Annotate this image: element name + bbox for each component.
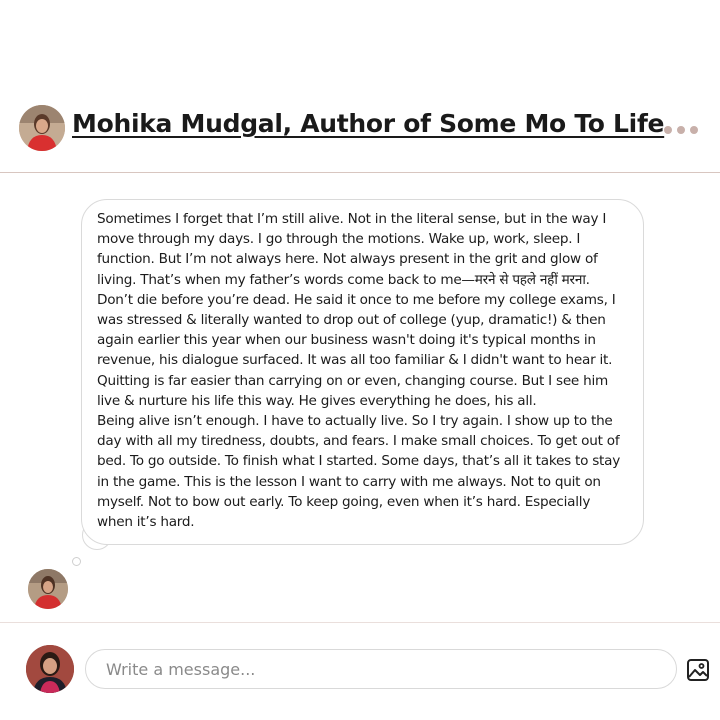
sender-avatar[interactable] <box>28 569 68 609</box>
chat-header <box>0 95 720 171</box>
composer-divider <box>0 622 720 623</box>
conversation-title[interactable]: Mohika Mudgal, Author of Some Mo To Life <box>72 109 665 138</box>
attach-image-button[interactable] <box>686 658 710 682</box>
user-avatar[interactable] <box>26 645 74 693</box>
message-text: Sometimes I forget that I’m still alive. Not in the literal sense, but in the way I move through my days. I go through the motions. Wake up, work, sleep. I function. But I’m not always here. Not always present in the grit and glow of living. That’s when my father’s words come back to me—मरने से पहले नहीं मरना. Don’t die before you’re dead. He said it once to me before my college exams, I was stressed & literally wanted to drop out of college (yup, dramatic!) & then again earlier this year when our business wasn't doing it's typical months in revenue, his dialogue surfaced. It was all too familiar & I didn't want to hear it. Quitting is far easier than carrying on or even, changing course. But I see him live & nurture his life this way. He gives everything he does, his all. Being alive isn’t enough. I have to actually live. So I try again. I show up to the day with all my tiredness, doubts, and fears. I make small choices. To get out of bed. To go outside. To finish what I started. Some days, that’s all it takes to stay in the game. This is the lesson I want to carry with me always. Not to quit on myself. Not to bow out early. To keep going, even when it’s hard. Especially when it’s hard. <box>97 211 620 531</box>
more-dot <box>690 126 698 134</box>
author-avatar[interactable] <box>19 105 65 151</box>
header-divider <box>0 172 720 173</box>
profile-photo-icon <box>28 569 68 609</box>
message-input[interactable] <box>85 649 677 689</box>
bubble-tail-dot <box>72 557 81 566</box>
profile-photo-icon <box>19 105 65 151</box>
profile-photo-icon <box>26 645 74 693</box>
image-icon <box>686 658 710 682</box>
more-dot <box>677 126 685 134</box>
more-options-button[interactable] <box>664 123 698 137</box>
more-horizontal-icon <box>664 126 672 134</box>
message-bubble <box>81 199 644 545</box>
